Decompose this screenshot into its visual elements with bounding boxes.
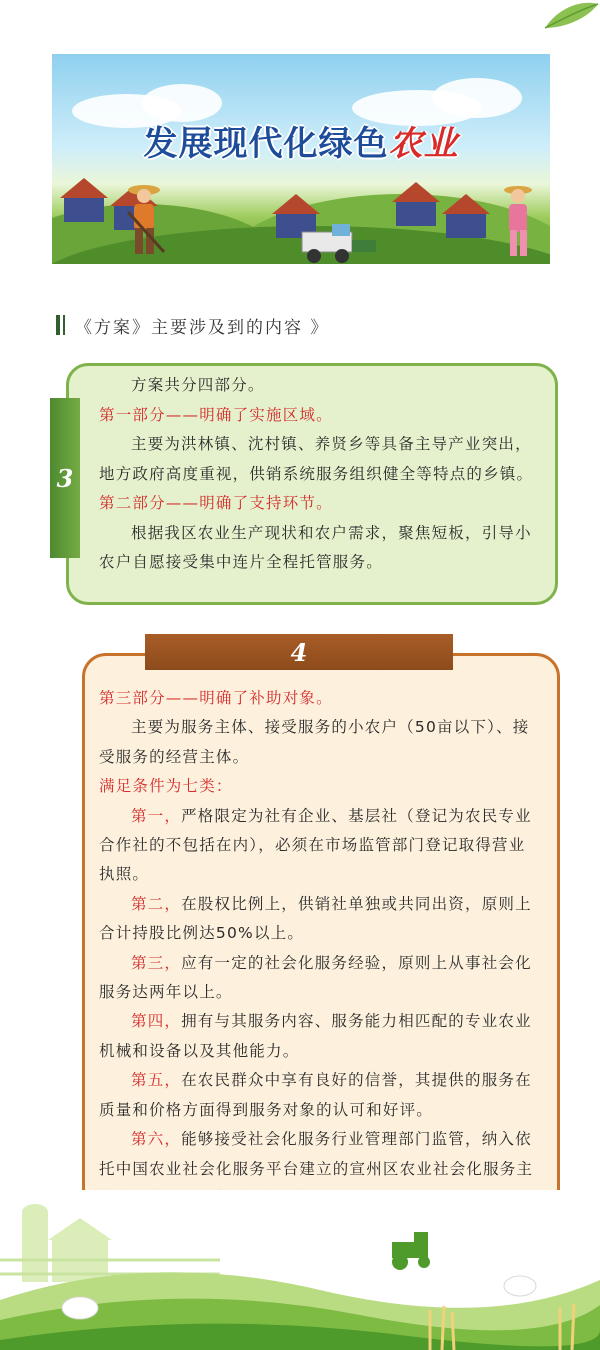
farmer-woman-icon [498,182,538,260]
farmhouse-icon [442,194,490,238]
condition-label: 第四， [131,1012,182,1031]
part3-intro: 主要为服务主体、接受服务的小农户（50亩以下）、接受服务的经营主体。 [99,718,530,766]
part-title: 第二部分——明确了支持环节。 [99,494,333,512]
section-number-tab-3: 3 [50,398,80,558]
condition-label: 第六， [131,1130,182,1149]
paragraph: 根据我区农业生产现状和农户需求，聚焦短板，引导小农户自愿接受集中连片全程托管服务。 [99,523,532,571]
card3-text [99,371,537,578]
condition-item [99,949,541,1008]
condition-label: 第五， [131,1071,182,1090]
condition-item [99,1007,541,1066]
leaf-decoration-icon [540,0,600,30]
section-card-3 [66,363,558,605]
farmhouse-icon [392,182,440,226]
paragraph: 方案共分四部分。 [131,376,265,394]
conditions-title: 满足条件为七类： [99,777,233,796]
farmer-icon [118,182,168,260]
section-card-4 [82,653,560,1231]
condition-item [99,1066,541,1125]
condition-text: 应有一定的社会化服务经验，原则上从事社会化服务达两年以上。 [99,953,532,1002]
condition-text: 能够接受社会化服务行业管理部门监管，纳入依托中国农业社会化服务平台建立的宣州区农业社会化服务主 [99,1130,534,1178]
condition-label: 第一， [131,806,182,825]
condition-label: 第二， [131,894,182,913]
section-heading: 《方案》主要涉及到的内容 》 [56,314,329,336]
condition-text: 严格限定为社有企业、基层社（登记为农民专业合作社的不包括在内），必须在市场监管部门登记取得营业执照。 [99,806,532,884]
card4-text [99,684,541,1272]
paragraph: 主要为洪林镇、沈村镇、养贤乡等具备主导产业突出，地方政府高度重视，供销系统服务组织健全等特点的乡镇。 [99,435,534,483]
harvester-icon [292,224,382,264]
condition-item [99,802,541,890]
banner-title: 发展现代化绿色农业 [143,124,459,164]
condition-text: 在股权比例上，供销社单独或共同出资，原则上合计持股比例达50%以上。 [99,894,532,943]
hero-banner [52,54,550,264]
farm-landscape-footer [0,1190,600,1350]
condition-item [99,890,541,949]
part3-title: 第三部分——明确了补助对象。 [99,689,333,707]
condition-text: 在农民群众中享有良好的信誉，其提供的服务在质量和价格方面得到服务对象的认可和好评。 [99,1071,532,1119]
section-number-tab-4: 4 [145,634,453,670]
condition-text: 拥有与其服务内容、服务能力相匹配的专业农业机械和设备以及其他能力。 [99,1012,532,1060]
farmhouse-icon [60,178,108,222]
part-title: 第一部分——明确了实施区域。 [99,405,333,424]
condition-label: 第三， [131,953,182,972]
